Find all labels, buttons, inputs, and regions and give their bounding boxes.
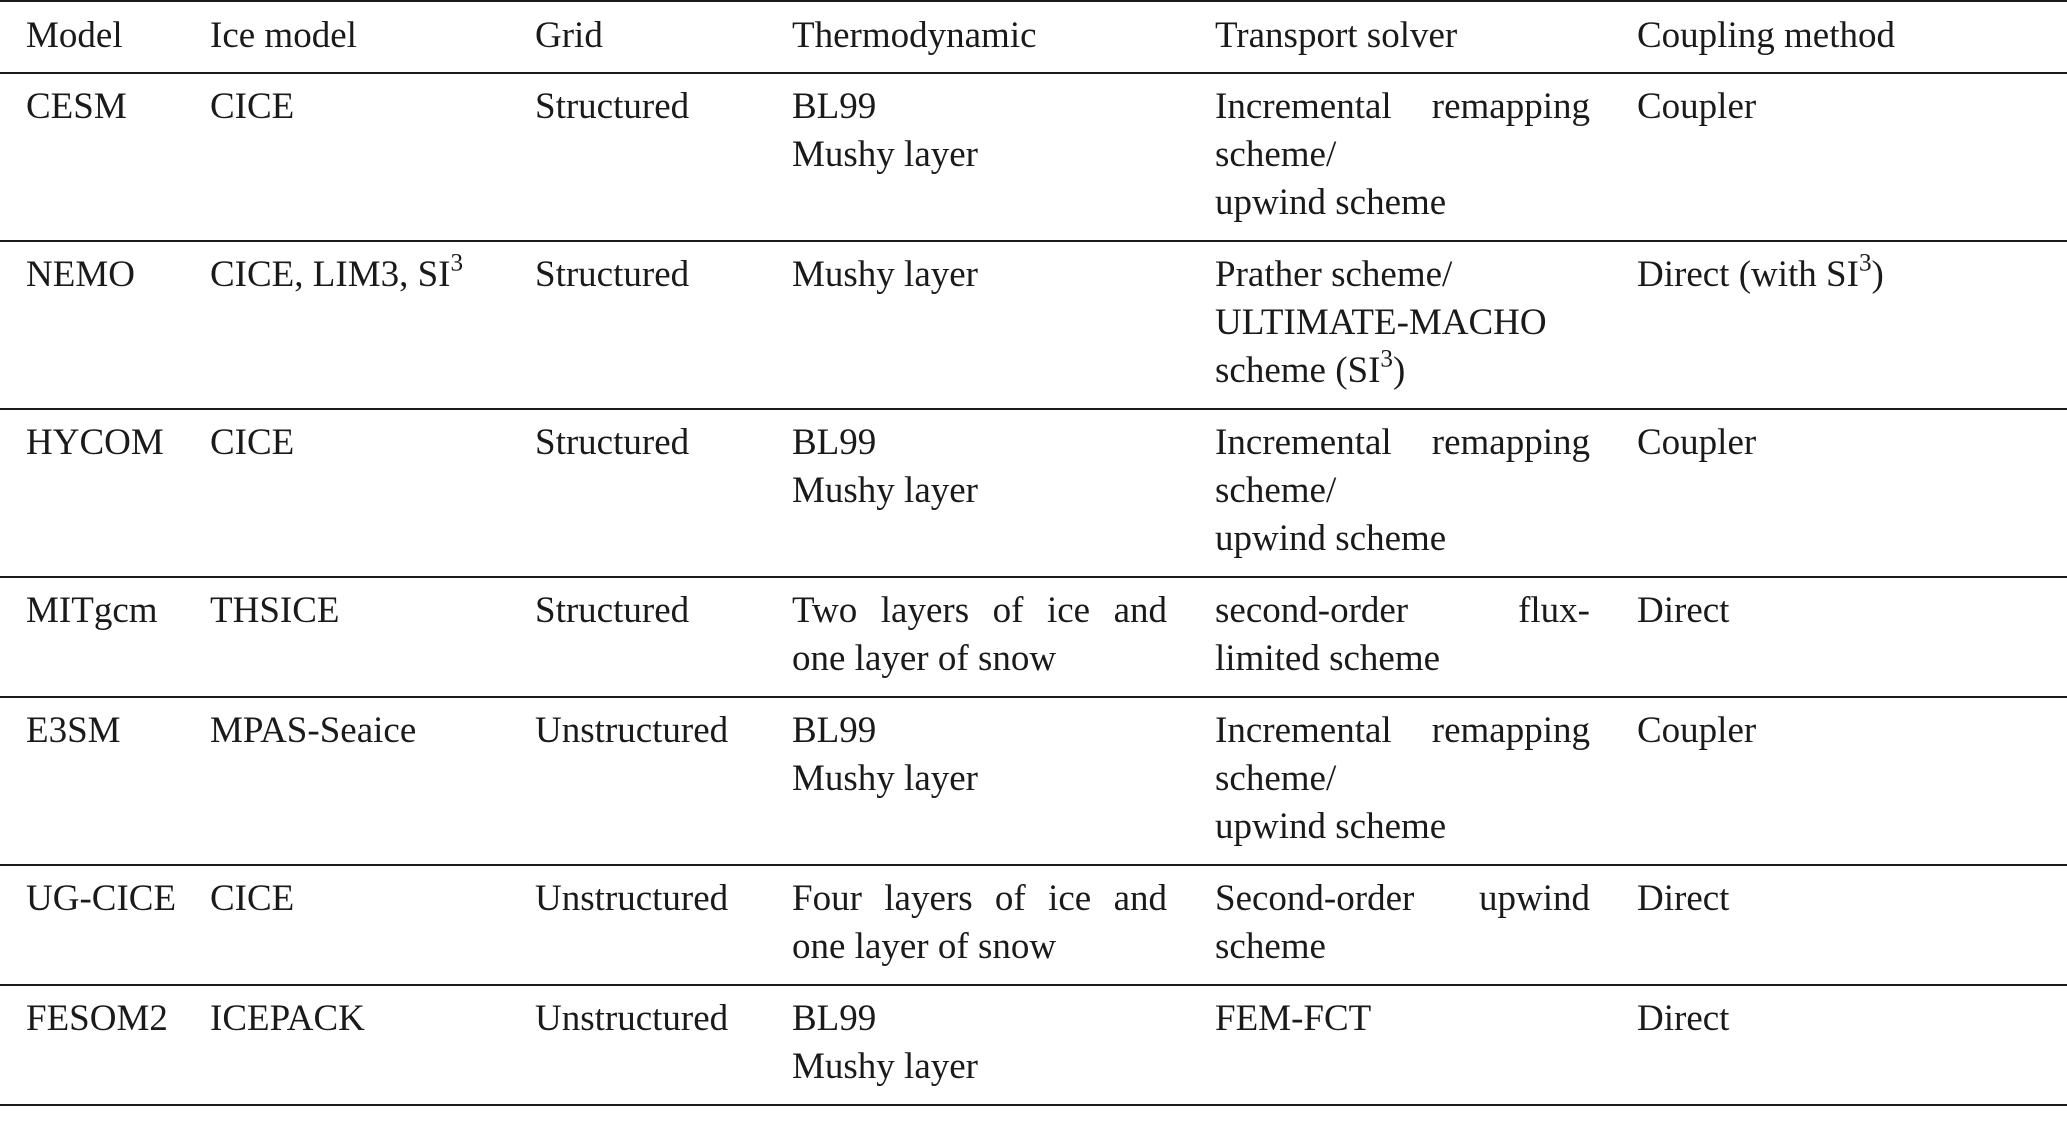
cell-line: upwind scheme: [1215, 182, 1447, 223]
cell-ice-model: ICEPACK: [210, 998, 365, 1039]
cell-coupling-method: Direct: [1637, 590, 1730, 631]
cell-model: NEMO: [26, 254, 135, 295]
cell-transport-solver: [1215, 985, 1637, 1105]
header-thermodynamic: Thermodynamic: [792, 15, 1037, 56]
cell-thermodynamic: [792, 241, 1215, 409]
cell-line: Mushy layer: [792, 470, 978, 511]
cell-grid: Unstructured: [535, 878, 729, 919]
cell-line: BL99: [792, 422, 877, 463]
cell-line: Incremental remapping: [1215, 422, 1590, 463]
table-row: [0, 409, 2067, 577]
cell-line: one layer of snow: [792, 638, 1057, 679]
cell-transport-solver: [1215, 697, 1637, 865]
cell-line: Mushy layer: [792, 1046, 978, 1087]
cell-line: scheme/: [1215, 758, 1337, 799]
cell-grid: Structured: [535, 254, 690, 295]
cell-text: ): [1871, 254, 1884, 295]
cell-model: E3SM: [26, 710, 121, 751]
cell-coupling-method: [1637, 241, 2067, 409]
cell-line: scheme/: [1215, 470, 1337, 511]
cell-transport-solver: [1215, 865, 1637, 985]
cell-transport-solver: [1215, 73, 1637, 241]
table-row: [0, 577, 2067, 697]
cell-ice-model: CICE: [210, 878, 295, 919]
header-transport-solver: Transport solver: [1215, 15, 1458, 56]
cell-line: upwind scheme: [1215, 518, 1447, 559]
cell-text: scheme (SI: [1215, 350, 1381, 391]
cell-coupling-method: Coupler: [1637, 710, 1757, 751]
cell-line: limited scheme: [1215, 638, 1441, 679]
cell-model: MITgcm: [26, 590, 158, 631]
table-row: [0, 985, 2067, 1105]
cell-thermodynamic: [792, 697, 1215, 865]
cell-line: Mushy layer: [792, 134, 978, 175]
cell-ice-model: [210, 241, 535, 409]
cell-grid: Unstructured: [535, 710, 729, 751]
cell-text: ): [1393, 350, 1406, 391]
cell-line: Four layers of ice and: [792, 878, 1167, 919]
cell-grid: Structured: [535, 422, 690, 463]
cell-line: second-order flux-: [1215, 590, 1590, 631]
table-row: [0, 865, 2067, 985]
cell-thermodynamic: [792, 985, 1215, 1105]
cell-model: UG-CICE: [26, 878, 177, 919]
cell-coupling-method: Direct: [1637, 998, 1730, 1039]
cell-coupling-method: Coupler: [1637, 86, 1757, 127]
table-row: [0, 241, 2067, 409]
cell-ice-model: CICE: [210, 86, 295, 127]
cell-line: scheme: [1215, 926, 1326, 967]
header-grid: Grid: [535, 15, 603, 56]
superscript: 3: [1858, 249, 1872, 277]
cell-model: HYCOM: [26, 422, 164, 463]
cell-transport-solver: [1215, 577, 1637, 697]
cell-thermodynamic: [792, 577, 1215, 697]
cell-line: Two layers of ice and: [792, 590, 1167, 631]
cell-ice-model: CICE: [210, 422, 295, 463]
cell-line: Mushy layer: [792, 758, 978, 799]
cell-grid: Structured: [535, 86, 690, 127]
superscript: 3: [1380, 345, 1393, 373]
cell-line: scheme/: [1215, 134, 1337, 175]
cell-thermodynamic: [792, 409, 1215, 577]
cell-model: CESM: [26, 86, 127, 127]
cell-grid: Unstructured: [535, 998, 729, 1039]
cell-coupling-method: Coupler: [1637, 422, 1757, 463]
cell-line: ULTIMATE-MACHO: [1215, 302, 1547, 343]
cell-coupling-method: Direct: [1637, 878, 1730, 919]
cell-line: Second-order upwind: [1215, 878, 1590, 919]
cell-line: one layer of snow: [792, 926, 1057, 967]
cell-transport-solver: [1215, 409, 1637, 577]
cell-text: CICE, LIM3, SI: [210, 254, 451, 295]
header-ice-model: Ice model: [210, 15, 357, 56]
table-row: [0, 697, 2067, 865]
table-row: [0, 73, 2067, 241]
cell-transport-solver: [1215, 241, 1637, 409]
header-row: [0, 1, 2067, 73]
cell-grid: Structured: [535, 590, 690, 631]
cell-line: Incremental remapping: [1215, 710, 1590, 751]
cell-line: BL99: [792, 710, 877, 751]
cell-thermodynamic: [792, 73, 1215, 241]
cell-line: Mushy layer: [792, 254, 978, 295]
cell-line: Incremental remapping: [1215, 86, 1590, 127]
header-coupling-method: Coupling method: [1637, 15, 1895, 56]
cell-line: upwind scheme: [1215, 806, 1447, 847]
cell-text: Direct (with SI: [1637, 254, 1859, 295]
cell-line: FEM-FCT: [1215, 998, 1372, 1039]
superscript: 3: [450, 249, 464, 277]
header-model: Model: [26, 15, 123, 56]
cell-line: BL99: [792, 86, 877, 127]
cell-line: Prather scheme/: [1215, 254, 1453, 295]
cell-model: FESOM2: [26, 998, 168, 1039]
cell-line: BL99: [792, 998, 877, 1039]
cell-thermodynamic: [792, 865, 1215, 985]
cell-ice-model: THSICE: [210, 590, 340, 631]
cell-ice-model: MPAS-Seaice: [210, 710, 417, 751]
